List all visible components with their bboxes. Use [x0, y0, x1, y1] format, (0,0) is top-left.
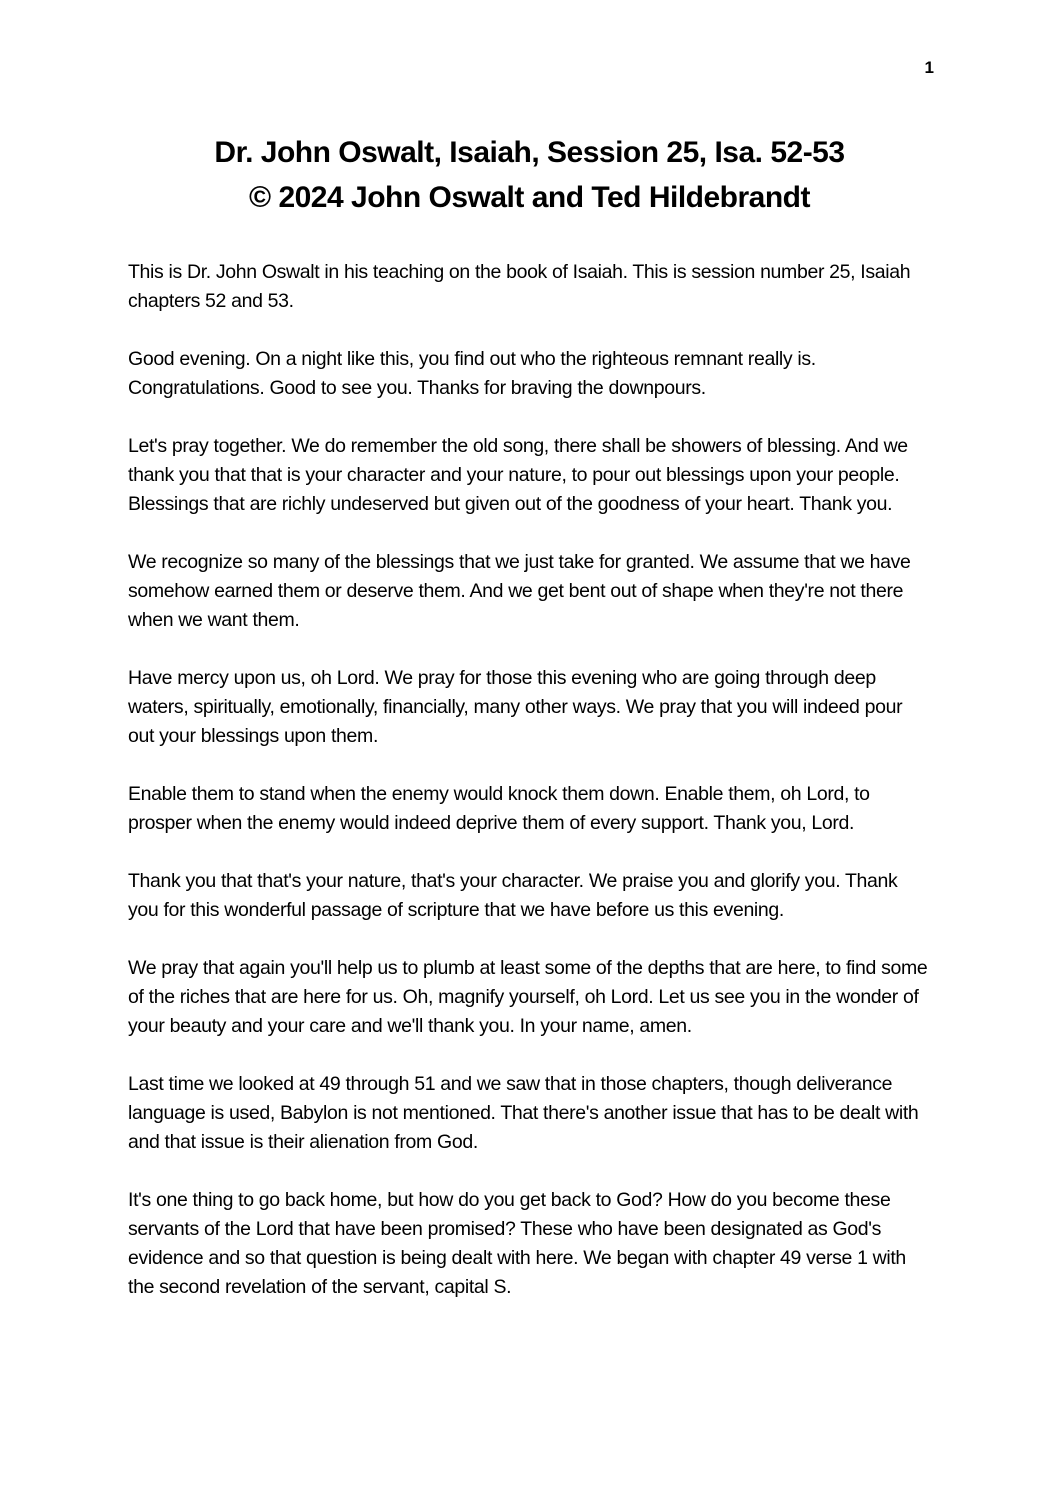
- title-line-copyright: © 2024 John Oswalt and Ted Hildebrandt: [249, 181, 810, 214]
- paragraph-prayer-1: Let's pray together. We do remember the old song, there shall be showers of blessing. And we thank you that that is your character and your nature, to pour out blessings upon your people. Blessings that are richly undeserved but given out of the goodness of your heart. Thank you.: [128, 435, 908, 515]
- paragraph-prayer-5: Thank you that that's your nature, that's your character. We praise you and glorify you. Thank you for this wonderful passage of scripture that we have before us this evening.: [128, 870, 898, 921]
- document-body: [128, 258, 931, 1302]
- paragraph-prayer-2: We recognize so many of the blessings that we just take for granted. We assume that we have somehow earned them or deserve them. And we get bent out of shape when they're not there when we want them.: [128, 551, 911, 631]
- paragraph-question: It's one thing to go back home, but how do you get back to God? How do you become these servants of the Lord that have been promised? These who have been designated as God's evidence and so that question is being dealt with here. We began with chapter 49 verse 1 with the second revelation of the servant, capital S.: [128, 1189, 906, 1298]
- document-title: [128, 130, 931, 220]
- paragraph-intro: This is Dr. John Oswalt in his teaching on the book of Isaiah. This is session number 25, Isaiah chapters 52 and 53.: [128, 261, 911, 312]
- paragraph-recap: Last time we looked at 49 through 51 and we saw that in those chapters, though deliverance language is used, Babylon is not mentioned. That there's another issue that has to be dealt with and that issue is their alienation from God.: [128, 1073, 919, 1153]
- title-line-session: Dr. John Oswalt, Isaiah, Session 25, Isa. 52-53: [214, 136, 845, 169]
- document-content: [128, 130, 931, 1331]
- page-number: 1: [924, 58, 934, 77]
- paragraph-prayer-6: We pray that again you'll help us to plumb at least some of the depths that are here, to find some of the riches that are here for us. Oh, magnify yourself, oh Lord. Let us see you in the wonder of your beauty and your care and we'll thank you. In your name, amen.: [128, 957, 928, 1037]
- paragraph-prayer-3: Have mercy upon us, oh Lord. We pray for those this evening who are going through deep waters, spiritually, emotionally, financially, many other ways. We pray that you will indeed pour out your blessings upon them.: [128, 667, 903, 747]
- paragraph-prayer-4: Enable them to stand when the enemy would knock them down. Enable them, oh Lord, to prosper when the enemy would indeed deprive them of every support. Thank you, Lord.: [128, 783, 870, 834]
- paragraph-greeting: Good evening. On a night like this, you find out who the righteous remnant really is. Congratulations. Good to see you. Thanks for braving the downpours.: [128, 348, 816, 399]
